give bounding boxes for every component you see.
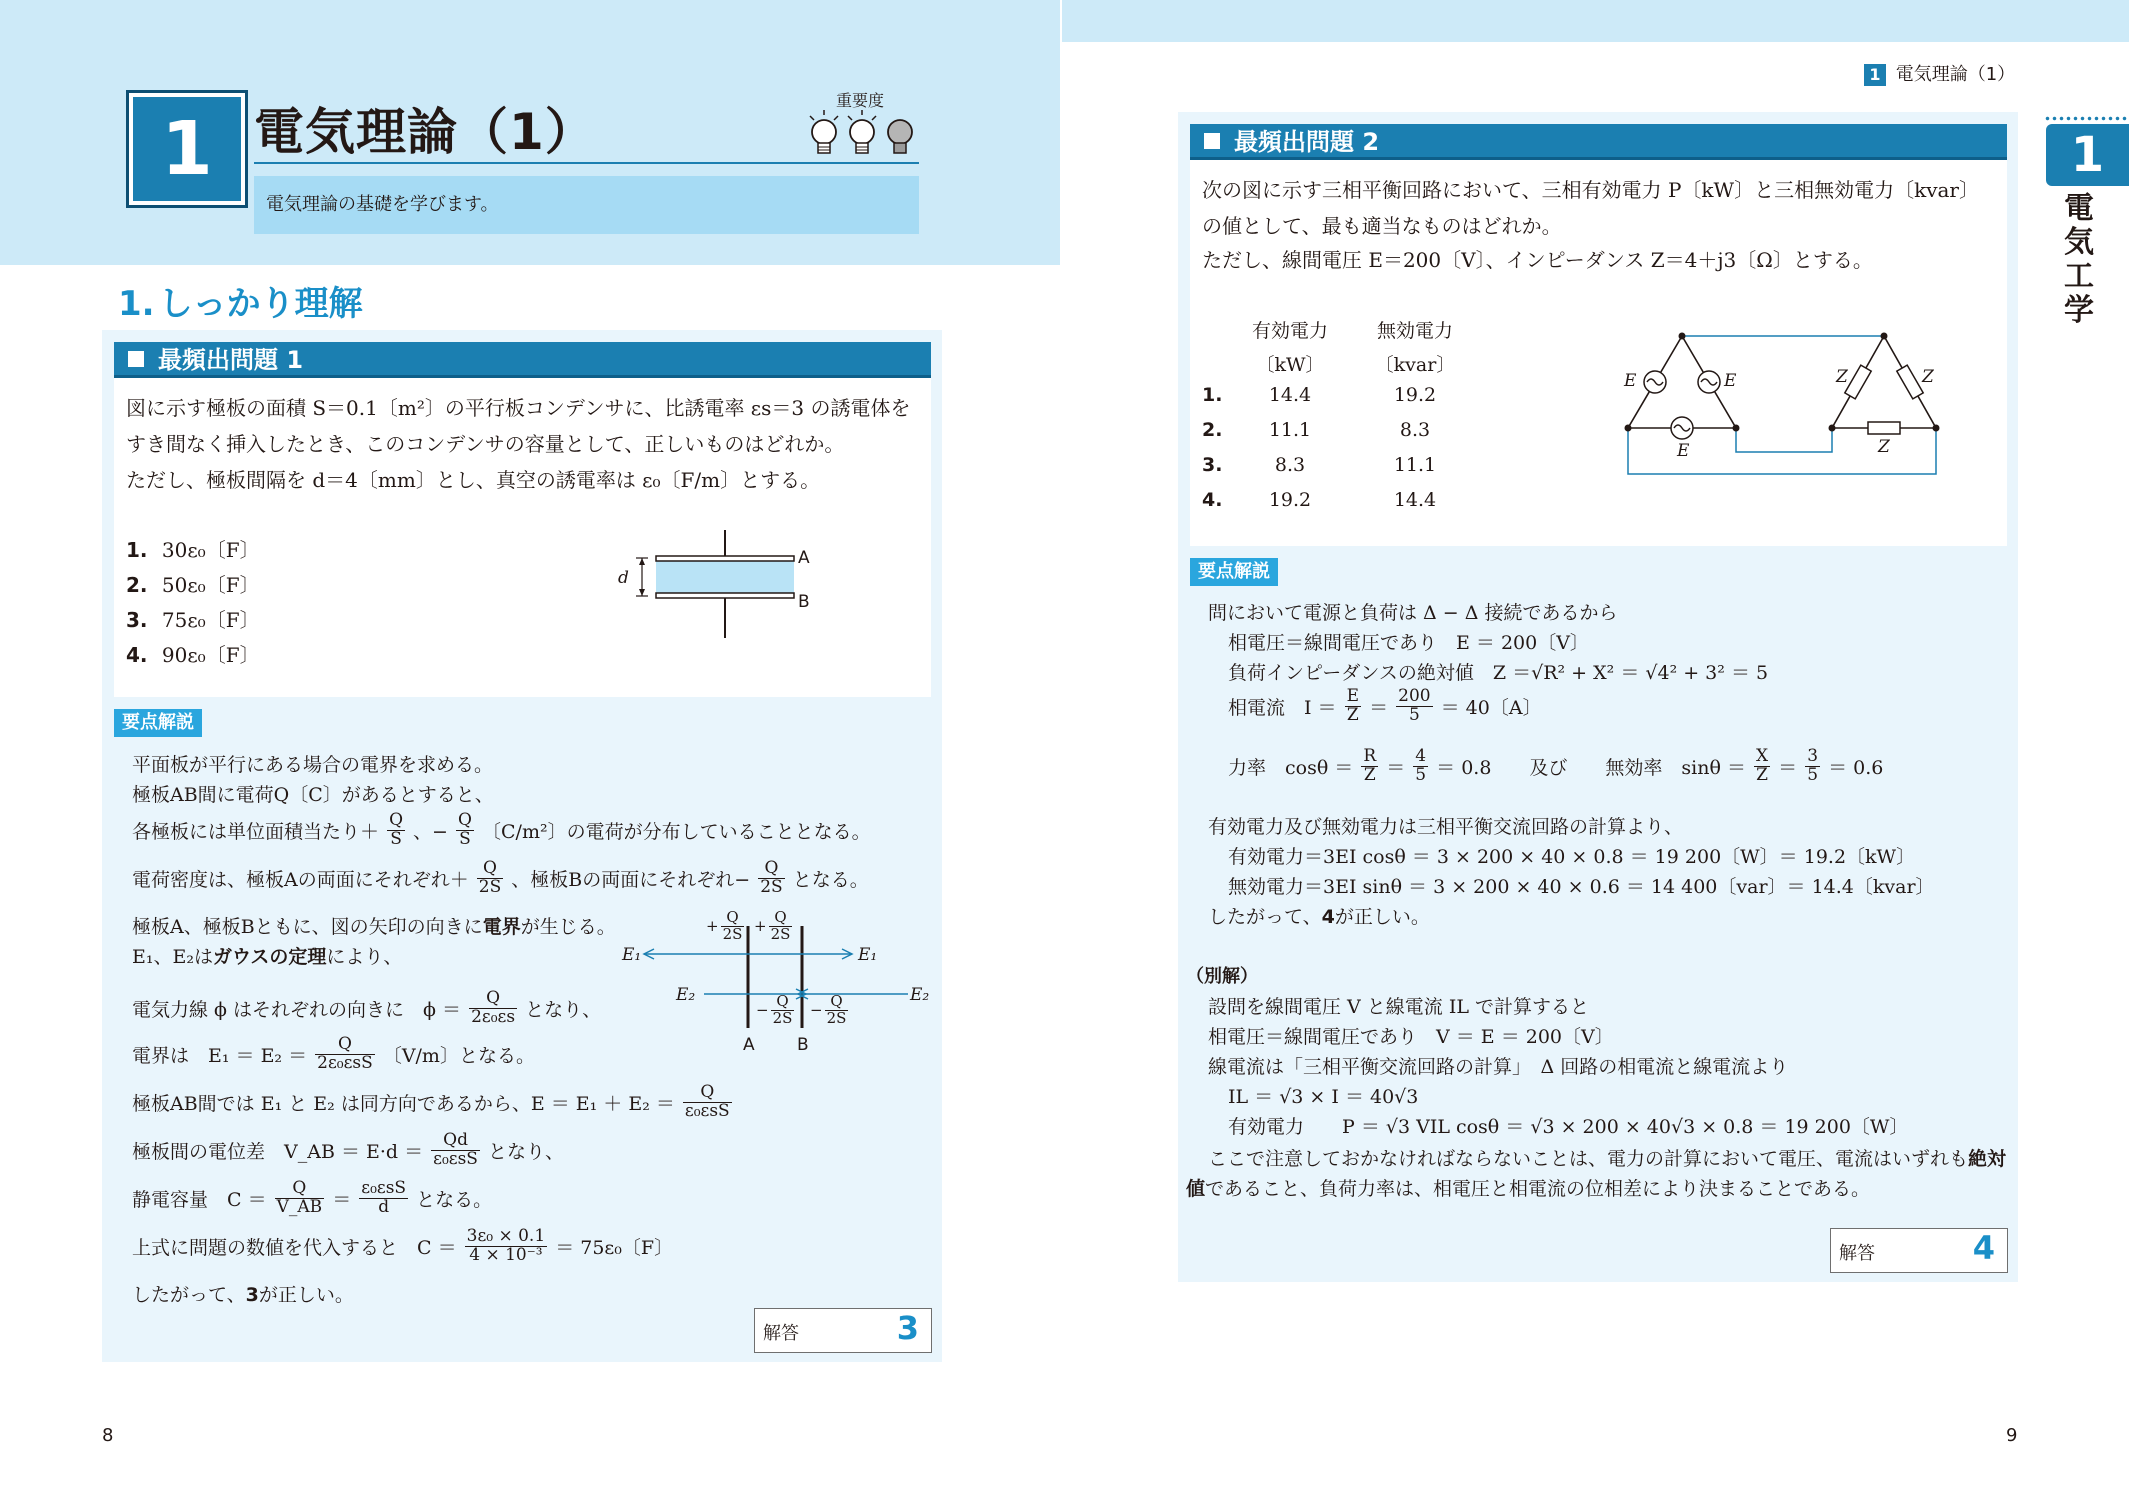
answer-value: 3 bbox=[896, 1309, 919, 1347]
fraction bbox=[1396, 688, 1432, 725]
fraction bbox=[275, 1180, 325, 1217]
fraction bbox=[456, 812, 474, 849]
ac-source-icon bbox=[1644, 371, 1666, 393]
denominator: 5 bbox=[1408, 704, 1420, 725]
choice-num: 1. bbox=[126, 538, 148, 562]
problem-1-line: ただし、極板間隔を d＝4〔mm〕とし、真空の誘電率は ε₀〔F/m〕とする。 bbox=[126, 468, 821, 492]
text: 極板AB間では E₁ と E₂ は同方向であるから、E ＝ E₁ ＋ E₂ ＝ bbox=[132, 1092, 675, 1115]
explain-line: 無効電力＝3EI sinθ ＝ 3 × 200 × 40 × 0.6 ＝ 14 400〔var〕＝ 14.4〔kvar〕 bbox=[1228, 876, 1935, 898]
text: ＝ 0.6 bbox=[1828, 756, 1884, 779]
text: が正しい。 bbox=[258, 1284, 354, 1306]
denominator: Z bbox=[1346, 704, 1359, 725]
fraction bbox=[1754, 748, 1770, 785]
text: 電気力線 ϕ はそれぞれの向きに ϕ ＝ bbox=[132, 998, 462, 1021]
choice-num: 4. bbox=[126, 643, 148, 667]
choice-text: 50ε₀〔F〕 bbox=[161, 573, 260, 597]
denominator: 5 bbox=[1807, 764, 1819, 785]
explain-line: 相電圧＝線間電圧であり E ＝ 200〔V〕 bbox=[1228, 632, 1589, 654]
ac-source-icon bbox=[1671, 417, 1693, 439]
numerator: Q bbox=[389, 810, 403, 830]
square-icon bbox=[128, 351, 144, 367]
text: ＝ 40〔A〕 bbox=[1440, 696, 1542, 719]
side-tab-num: 1 bbox=[2046, 124, 2129, 186]
problem-1-title: 最頻出問題 1 bbox=[158, 346, 304, 374]
impedance-z-label: Z bbox=[1922, 367, 1934, 387]
denominator: 2S bbox=[722, 924, 743, 943]
fraction bbox=[758, 860, 784, 897]
table-row bbox=[1200, 454, 1470, 489]
side-tab-char: 学 bbox=[2064, 293, 2094, 328]
explain-line-current bbox=[1228, 688, 1542, 725]
text: となる。 bbox=[416, 1188, 493, 1211]
e2-left-label: E₂ bbox=[676, 985, 696, 1005]
side-tab-char: 工 bbox=[2064, 259, 2094, 294]
capacitor-diagram bbox=[612, 528, 822, 643]
fraction bbox=[1413, 748, 1428, 785]
sqrt-expr: √R² + X² bbox=[1531, 662, 1615, 684]
problem-1-line: 図に示す極板の面積 S＝0.1〔m²〕の平行板コンデンサに、比誘電率 εs＝3 の誘電体を bbox=[126, 396, 911, 420]
text: となり、 bbox=[525, 998, 602, 1021]
row-reactive: 11.1 bbox=[1393, 454, 1437, 476]
fraction bbox=[387, 812, 405, 849]
ac-source-icon bbox=[1698, 371, 1720, 393]
table-row bbox=[1200, 384, 1470, 419]
text: 上式に問題の数値を代入すると C ＝ bbox=[132, 1236, 457, 1259]
text: 〔V/m〕となる。 bbox=[382, 1044, 535, 1067]
denominator: d bbox=[378, 1196, 390, 1217]
impedance-z-label: Z bbox=[1836, 367, 1848, 387]
running-head-num: 1 bbox=[1864, 64, 1886, 86]
text: 極板間の電位差 V_AB ＝ E·d ＝ bbox=[132, 1140, 424, 1163]
chapter-title: 電気理論（1） bbox=[254, 103, 596, 161]
numerator: Q bbox=[721, 910, 745, 927]
sqrt-expr: √4² + 3² bbox=[1645, 662, 1725, 684]
problem-2-title-bar bbox=[1190, 124, 2007, 160]
lightbulb-icon bbox=[888, 120, 912, 153]
numerator: R bbox=[1363, 746, 1377, 766]
explain-line: 相電圧＝線間電圧であり V ＝ E ＝ 200〔V〕 bbox=[1208, 1026, 1614, 1048]
chapter-summary bbox=[254, 176, 919, 234]
bold-term: ガウスの定理 bbox=[212, 946, 327, 968]
numerator: Q bbox=[469, 990, 517, 1009]
three-phase-circuit-diagram bbox=[1600, 320, 1960, 480]
numerator: Q bbox=[769, 910, 793, 927]
denominator: 2S bbox=[760, 876, 783, 897]
denominator: 5 bbox=[1415, 764, 1427, 785]
answer-ref: 4 bbox=[1321, 906, 1335, 928]
denominator: 2S bbox=[770, 924, 791, 943]
text: により、 bbox=[326, 946, 403, 968]
explain-line-density bbox=[132, 860, 869, 897]
right-header-band bbox=[1062, 0, 2129, 42]
numerator: Q bbox=[275, 1180, 325, 1199]
numerator: Q bbox=[825, 994, 849, 1011]
charge-label-b-minus: − $\frac{Q}{2S}$ bbox=[810, 992, 847, 1027]
fraction bbox=[477, 860, 503, 897]
text: ＝ bbox=[1386, 756, 1406, 779]
explain-line: 有効電力＝3EI cosθ ＝ 3 × 200 × 40 × 0.8 ＝ 19 200〔W〕＝ 19.2〔kW〕 bbox=[1228, 846, 1916, 868]
explain-line-sum bbox=[132, 1084, 734, 1121]
section-heading-text: しっかり理解 bbox=[158, 284, 363, 324]
denominator: 4 × 10⁻³ bbox=[469, 1244, 543, 1265]
row-active: 14.4 bbox=[1268, 384, 1312, 406]
header-name: 有効電力 bbox=[1251, 320, 1328, 342]
choice-text: 75ε₀〔F〕 bbox=[161, 608, 260, 632]
explain-line-charge bbox=[132, 812, 871, 849]
choice-text: 30ε₀〔F〕 bbox=[161, 538, 260, 562]
explain-line-capacitance bbox=[132, 1180, 492, 1217]
explain-line-power-factor bbox=[1228, 748, 1883, 785]
lightbulb-icon bbox=[848, 110, 876, 153]
e2-right-label: E₂ bbox=[910, 985, 930, 1005]
square-icon bbox=[1204, 133, 1220, 149]
source-e-label: E bbox=[1624, 371, 1637, 391]
page-number-left: 8 bbox=[102, 1425, 114, 1446]
explain-line: 有効電力及び無効電力は三相平衡交流回路の計算より、 bbox=[1208, 816, 1684, 838]
fraction bbox=[315, 1036, 375, 1073]
numerator: 3ε₀ × 0.1 bbox=[466, 1226, 546, 1246]
fraction bbox=[1361, 748, 1378, 785]
denominator: 2ε₀εs bbox=[471, 1006, 516, 1027]
text: ＝ 0.8 及び 無効率 sinθ ＝ bbox=[1436, 756, 1746, 779]
problem-2-line: 次の図に示す三相平衡回路において、三相有効電力 P〔kW〕と三相無効電力〔kvar〕 bbox=[1202, 178, 1979, 202]
charge-label-b-plus: + $\frac{Q}{2S}$ bbox=[754, 908, 791, 943]
row-active: 11.1 bbox=[1268, 419, 1312, 441]
source-e-label: E bbox=[1724, 371, 1737, 391]
row-active: 19.2 bbox=[1268, 489, 1312, 511]
explain-line: IL ＝ √3 × I ＝ 40√3 bbox=[1228, 1086, 1419, 1108]
explain-line-conclusion bbox=[1208, 902, 1430, 929]
text: であること、負荷力率は、相電圧と相電流の位相差により決まることである。 bbox=[1205, 1178, 1871, 1200]
fraction bbox=[431, 1132, 480, 1169]
header-unit: 〔kvar〕 bbox=[1374, 354, 1456, 376]
numerator: Q bbox=[683, 1084, 732, 1103]
plate-b-label: B bbox=[797, 1035, 809, 1055]
alt-solution-heading: （別解） bbox=[1186, 966, 1258, 987]
row-reactive: 8.3 bbox=[1399, 419, 1431, 441]
running-head bbox=[1864, 60, 2015, 86]
text: 、− bbox=[413, 820, 448, 843]
text: ここで注意しておかなければならないことは、電力の計算において電圧、電流はいずれも bbox=[1208, 1148, 1969, 1170]
choice-3 bbox=[126, 604, 260, 633]
importance-label: 重要度 bbox=[836, 91, 885, 110]
choice-table-header bbox=[1200, 314, 1470, 384]
choice-num: 2. bbox=[126, 573, 148, 597]
explain-line: 設問を線間電圧 V と線電流 IL で計算すると bbox=[1208, 996, 1590, 1018]
running-head-title: 電気理論（1） bbox=[1895, 64, 2016, 85]
side-tab-text bbox=[2062, 192, 2096, 328]
charge-label-a-plus: + $\frac{Q}{2S}$ bbox=[706, 908, 743, 943]
table-row bbox=[1200, 419, 1470, 454]
fraction bbox=[465, 1228, 548, 1265]
chapter-number-box bbox=[126, 90, 248, 208]
numerator: ε₀εsS bbox=[361, 1178, 407, 1198]
impedance-icon bbox=[1845, 365, 1871, 399]
explain-line bbox=[132, 912, 616, 939]
impedance-icon bbox=[1897, 365, 1923, 399]
section-heading bbox=[118, 276, 363, 325]
impedance-icon bbox=[1868, 422, 1900, 434]
bold-term: 絶対 bbox=[1968, 1148, 2007, 1170]
numerator: Qd bbox=[431, 1132, 480, 1151]
explain-line bbox=[1208, 1144, 2006, 1171]
header-name: 無効電力 bbox=[1376, 320, 1453, 342]
row-num: 1. bbox=[1202, 384, 1223, 406]
text: 、極板Bの両面にそれぞれ− bbox=[511, 868, 751, 891]
explain-tag-left: 要点解説 bbox=[114, 709, 202, 737]
numerator: Q bbox=[458, 810, 472, 830]
choice-2 bbox=[126, 569, 260, 598]
answer-box-right bbox=[1830, 1228, 2008, 1273]
row-active: 8.3 bbox=[1274, 454, 1306, 476]
denominator: ε₀εsS bbox=[433, 1148, 478, 1169]
numerator: 4 bbox=[1415, 746, 1427, 766]
explain-line bbox=[132, 942, 402, 969]
denominator: 2ε₀εsS bbox=[317, 1052, 373, 1073]
numerator: Q bbox=[758, 860, 784, 879]
header-unit: 〔kW〕 bbox=[1255, 354, 1325, 376]
denominator: S bbox=[390, 828, 402, 849]
plate-a-label: A bbox=[743, 1035, 755, 1055]
side-tab-char: 気 bbox=[2064, 225, 2094, 260]
explain-line bbox=[1186, 1174, 1870, 1201]
answer-value: 4 bbox=[1972, 1229, 1995, 1267]
text: ＝ bbox=[1614, 662, 1646, 684]
answer-label: 解答 bbox=[1839, 1243, 1875, 1264]
text: ＝ bbox=[332, 1188, 352, 1211]
denominator: 2S bbox=[772, 1008, 793, 1027]
denominator: S bbox=[459, 828, 471, 849]
explain-line-substitute bbox=[132, 1228, 673, 1265]
explain-line-impedance bbox=[1228, 658, 1768, 685]
text: 相電流 I ＝ bbox=[1228, 696, 1337, 719]
numerator: Q bbox=[477, 860, 503, 879]
denominator: ε₀εsS bbox=[684, 1100, 730, 1121]
row-reactive: 14.4 bbox=[1393, 489, 1437, 511]
answer-label: 解答 bbox=[763, 1323, 799, 1344]
header-active bbox=[1236, 314, 1344, 382]
explain-tag-right: 要点解説 bbox=[1190, 558, 1278, 586]
header-reactive bbox=[1360, 314, 1470, 382]
fraction bbox=[1345, 688, 1361, 725]
impedance-z-label: Z bbox=[1878, 437, 1890, 457]
explain-line-voltage bbox=[132, 1132, 564, 1169]
choice-num: 3. bbox=[126, 608, 148, 632]
page-number-right: 9 bbox=[2006, 1425, 2018, 1446]
plate-a-label: A bbox=[798, 548, 810, 568]
denominator: 2S bbox=[826, 1008, 847, 1027]
explain-line: 極板AB間に電荷Q〔C〕があるとすると、 bbox=[132, 784, 494, 806]
text: が生じる。 bbox=[520, 916, 616, 938]
row-num: 2. bbox=[1202, 419, 1223, 441]
explain-line-field bbox=[132, 1036, 535, 1073]
answer-ref: 3 bbox=[245, 1284, 259, 1306]
side-tab-dots bbox=[2044, 116, 2129, 121]
e1-right-label: E₁ bbox=[858, 945, 878, 965]
text: ＝ 5 bbox=[1724, 662, 1769, 684]
text: ＝ bbox=[1778, 756, 1798, 779]
text: ＝ bbox=[1369, 696, 1389, 719]
problem-2-line: の値として、最も適当なものはどれか。 bbox=[1202, 214, 1562, 238]
text: したがって、 bbox=[1208, 906, 1322, 928]
text: 力率 cosθ ＝ bbox=[1228, 756, 1354, 779]
fraction bbox=[1805, 748, 1820, 785]
fraction bbox=[683, 1084, 732, 1121]
choice-table bbox=[1200, 314, 1470, 524]
explain-line: 問において電源と負荷は Δ − Δ 接続であるから bbox=[1208, 602, 1618, 624]
text: 〔C/m²〕の電荷が分布していることとなる。 bbox=[482, 820, 871, 843]
lightbulb-icon bbox=[810, 110, 838, 153]
row-reactive: 19.2 bbox=[1393, 384, 1437, 406]
text: が正しい。 bbox=[1334, 906, 1430, 928]
text: ＝ 75ε₀〔F〕 bbox=[555, 1236, 674, 1259]
explain-line: 有効電力 P ＝ √3 VIL cosθ ＝ √3 × 200 × 40√3 × 0.8 ＝ 19 200〔W〕 bbox=[1228, 1116, 1909, 1138]
gap-d-label: d bbox=[618, 568, 629, 588]
text: 電界は E₁ ＝ E₂ ＝ bbox=[132, 1044, 308, 1067]
plate-b-label: B bbox=[798, 592, 810, 612]
text: となり、 bbox=[488, 1140, 565, 1163]
chapter-summary-text: 電気理論の基礎を学びます。 bbox=[266, 194, 499, 215]
choice-1 bbox=[126, 534, 260, 563]
answer-box-left bbox=[754, 1308, 932, 1353]
e1-left-label: E₁ bbox=[622, 945, 642, 965]
row-num: 3. bbox=[1202, 454, 1223, 476]
text: 静電容量 C ＝ bbox=[132, 1188, 267, 1211]
fraction bbox=[359, 1180, 408, 1217]
problem-1-line: すき間なく挿入したとき、このコンデンサの容量として、正しいものはどれか。 bbox=[126, 432, 845, 456]
denominator: 2S bbox=[478, 876, 502, 897]
charge-label-a-minus: − $\frac{Q}{2S}$ bbox=[756, 992, 793, 1027]
numerator: Q bbox=[315, 1036, 375, 1055]
explain-line-flux bbox=[132, 990, 601, 1027]
text: 電荷密度は、極板Aの両面にそれぞれ＋ bbox=[132, 868, 469, 891]
numerator: X bbox=[1756, 746, 1769, 766]
denominator: Z bbox=[1363, 764, 1376, 785]
text: 極板A、極板Bともに、図の矢印の向きに bbox=[132, 916, 483, 938]
problem-2-title: 最頻出問題 2 bbox=[1234, 128, 1380, 156]
problem-2-line: ただし、線間電圧 E＝200〔V〕、インピーダンス Z＝4＋j3〔Ω〕とする。 bbox=[1202, 248, 1873, 272]
explain-line-conclusion bbox=[132, 1280, 354, 1307]
table-row bbox=[1200, 489, 1470, 524]
side-tab-char: 電 bbox=[2064, 191, 2094, 226]
choice-text: 90ε₀〔F〕 bbox=[161, 643, 260, 667]
chapter-title-underline bbox=[254, 162, 919, 164]
numerator: E bbox=[1346, 686, 1360, 706]
numerator: 200 bbox=[1398, 686, 1431, 706]
text: E₁、E₂は bbox=[132, 946, 213, 968]
numerator: 3 bbox=[1807, 746, 1819, 766]
text: となる。 bbox=[792, 868, 869, 891]
problem-1-title-bar bbox=[114, 342, 931, 378]
text: 各極板には単位面積当たり＋ bbox=[132, 820, 380, 843]
section-heading-num: 1. bbox=[118, 284, 155, 324]
importance-bulbs bbox=[806, 110, 926, 162]
row-num: 4. bbox=[1202, 489, 1223, 511]
choice-4 bbox=[126, 639, 260, 668]
denominator: Z bbox=[1756, 764, 1768, 785]
text: したがって、 bbox=[132, 1284, 246, 1306]
denominator: V_AB bbox=[276, 1196, 323, 1217]
bold-term: 値 bbox=[1186, 1178, 1206, 1200]
text: 負荷インピーダンスの絶対値 Z ＝ bbox=[1228, 662, 1532, 684]
source-e-label: E bbox=[1677, 441, 1690, 461]
fraction bbox=[469, 990, 517, 1027]
explain-line: 平面板が平行にある場合の電界を求める。 bbox=[132, 754, 494, 776]
numerator: Q bbox=[771, 994, 795, 1011]
explain-line: 線電流は「三相平衡交流回路の計算」 Δ 回路の相電流と線電流より bbox=[1208, 1056, 1789, 1078]
chapter-number: 1 bbox=[161, 106, 213, 192]
bold-term: 電界 bbox=[482, 916, 521, 938]
